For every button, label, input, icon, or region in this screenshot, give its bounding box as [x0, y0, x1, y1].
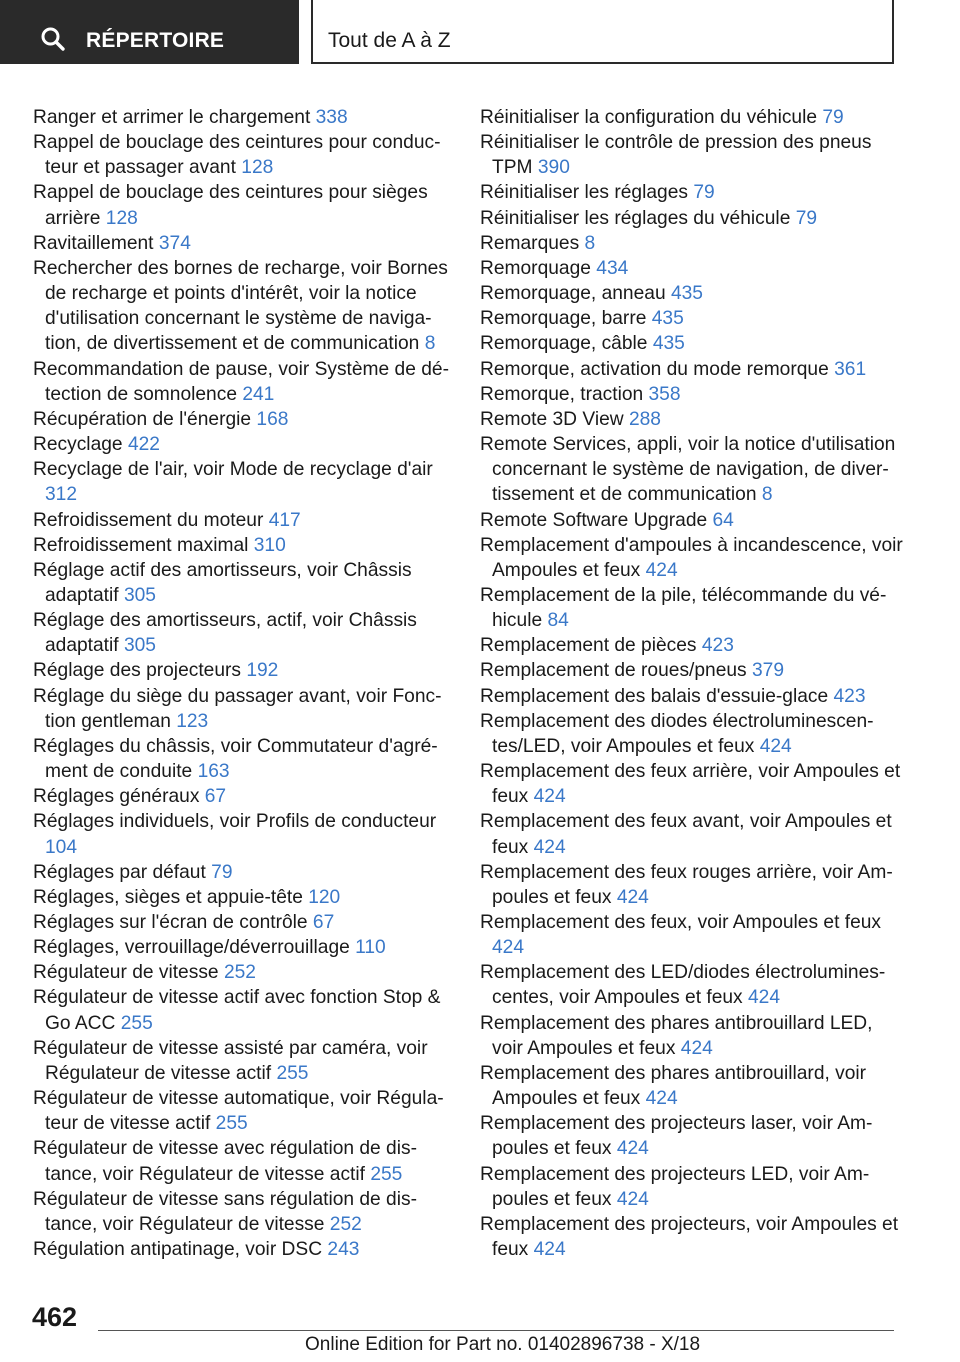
index-entry-text: Refroidissement du moteur: [33, 509, 264, 531]
index-entry: [480, 684, 905, 709]
index-entry: [33, 231, 453, 256]
index-entry: [33, 180, 453, 230]
index-entry-page-link[interactable]: 390: [537, 157, 570, 179]
index-entry-page-link[interactable]: 422: [127, 434, 160, 456]
index-entry-page-link[interactable]: 379: [752, 660, 785, 682]
index-entry-page-link[interactable]: 374: [158, 232, 191, 254]
index-entry: [480, 130, 905, 180]
index-entry: [480, 180, 905, 205]
index-entry-page-link[interactable]: 8: [584, 232, 596, 254]
index-entry-text: Remplacement d'ampoules à incandescence, voir Ampoules et feux: [480, 534, 903, 581]
index-entry-text: Remote Software Upgrade: [480, 509, 708, 531]
index-entry-page-link[interactable]: 255: [370, 1163, 403, 1185]
index-entry-text: Remplacement des phares antibrouillard, voir Ampoules et feux: [480, 1062, 867, 1110]
index-entry-page-link[interactable]: 312: [45, 484, 78, 506]
index-entry: [33, 885, 453, 910]
index-entry-page-link[interactable]: 79: [211, 861, 233, 883]
index-column-right: [480, 105, 905, 1262]
index-entry: [480, 809, 905, 859]
index-entry: [33, 1237, 453, 1262]
index-entry-text: Remote 3D View: [480, 408, 624, 430]
index-entry-page-link[interactable]: 243: [327, 1239, 360, 1261]
footer-edition: Online Edition for Part no. 01402896738 - X/18: [305, 1334, 701, 1355]
index-entry-text: Remplacement des feux, voir Ampoules et feux: [480, 912, 882, 933]
index-entry-text: Rechercher des bornes de recharge, voir Bornes de recharge et points d'intérêt, voir la notice d'utilisation concernant le système de navigation, de divertissement et de communication: [33, 257, 448, 355]
index-entry: [33, 809, 453, 859]
index-entry: [33, 985, 453, 1035]
index-entry-text: Réglage des projecteurs: [33, 660, 241, 682]
index-entry: [480, 910, 905, 960]
index-entry: [33, 1086, 453, 1136]
index-entry-page-link[interactable]: 192: [246, 660, 279, 682]
index-entry-text: Régulateur de vitesse actif avec fonction Stop & Go ACC: [33, 987, 441, 1034]
index-entry: [480, 306, 905, 331]
index-entry-page-link[interactable]: 110: [355, 937, 386, 959]
index-entry-text: Régulateur de vitesse assisté par caméra, voir Régulateur de vitesse actif: [33, 1037, 428, 1084]
index-entry: [480, 382, 905, 407]
index-entry: [33, 910, 453, 935]
index-entry: [33, 608, 453, 658]
index-tab-label: Tout de A à Z: [328, 29, 451, 52]
index-entry-text: Récupération de l'énergie: [33, 408, 252, 430]
index-entry: [480, 331, 905, 356]
index-entry-text: Réglages sur l'écran de contrôle: [33, 912, 308, 933]
search-tab-label: RÉPERTOIRE: [86, 29, 225, 52]
index-entry-page-link[interactable]: 128: [105, 207, 138, 229]
footer-divider: [98, 1330, 894, 1331]
index-entry-page-link[interactable]: 120: [308, 886, 341, 908]
index-entry-text: Remplacement des LED/diodes électroluminescentes, voir Ampoules et feux: [480, 962, 886, 1009]
index-entry-text: Réinitialiser le contrôle de pression des pneus TPM: [480, 132, 872, 179]
index-entry-page-link[interactable]: 79: [693, 182, 715, 204]
search-icon: [40, 26, 66, 52]
index-entry-text: Réglages, verrouillage/déverrouillage: [33, 937, 350, 959]
index-entry: [480, 709, 905, 759]
index-entry-page-link[interactable]: 424: [680, 1037, 713, 1059]
index-entry-text: Remplacement des projecteurs laser, voir Ampoules et feux: [480, 1113, 873, 1160]
index-entry-text: Remplacement des feux avant, voir Ampoules et feux: [480, 811, 892, 858]
index-entry-page-link[interactable]: 424: [747, 987, 780, 1009]
index-entry: [33, 105, 453, 130]
index-entry-text: Régulateur de vitesse sans régulation de distance, voir Régulateur de vitesse: [33, 1188, 417, 1235]
index-entry: [480, 1212, 905, 1262]
index-entry-text: Remorquage, barre: [480, 308, 647, 330]
search-tab[interactable]: [0, 0, 299, 64]
index-entry: [480, 860, 905, 910]
index-entry-text: Réglages généraux: [33, 786, 200, 808]
index-entry-text: Réinitialiser les réglages du véhicule: [480, 207, 791, 229]
index-entry-page-link[interactable]: 310: [253, 534, 286, 556]
index-entry-text: Régulation antipatinage, voir DSC: [33, 1239, 323, 1261]
index-entry: [480, 281, 905, 306]
index-entry: [480, 508, 905, 533]
index-entry-page-link[interactable]: 123: [176, 710, 209, 732]
index-entry-page-link[interactable]: 163: [197, 761, 230, 783]
index-entry-text: Ranger et arrimer le chargement: [33, 107, 311, 128]
index-entry-text: Réinitialiser les réglages: [480, 182, 688, 204]
index-entry-page-link[interactable]: 424: [759, 735, 792, 757]
index-entry: [480, 759, 905, 809]
index-entry-text: Réglages individuels, voir Profils de conducteur: [33, 811, 437, 833]
index-entry-text: Remplacement de roues/pneus: [480, 660, 747, 682]
index-entry-page-link[interactable]: 255: [120, 1012, 153, 1034]
index-entry: [480, 1011, 905, 1061]
index-entry: [480, 960, 905, 1010]
index-entry: [480, 633, 905, 658]
index-entry-page-link[interactable]: 255: [215, 1113, 248, 1135]
index-entry-page-link[interactable]: 305: [123, 584, 156, 606]
index-entry: [480, 357, 905, 382]
index-entry: [33, 357, 453, 407]
index-entry-text: Remarques: [480, 232, 580, 254]
index-column-left: [33, 105, 453, 1262]
index-entry-text: Réglage du siège du passager avant, voir Fonction gentleman: [33, 685, 442, 732]
index-entry: [33, 432, 453, 457]
index-entry-text: Réglage des amortisseurs, actif, voir Châssis adaptatif: [33, 610, 417, 657]
header: [0, 0, 960, 68]
index-entry: [33, 508, 453, 533]
index-entry-text: Réinitialiser la configuration du véhicule: [480, 107, 818, 128]
index-entry: [33, 1036, 453, 1086]
index-tab[interactable]: [311, 0, 894, 64]
index-entry-page-link[interactable]: 358: [648, 383, 681, 405]
index-entry-page-link[interactable]: 424: [492, 937, 525, 959]
index-entry: [33, 407, 453, 432]
index-entry: [480, 231, 905, 256]
index-entry-page-link[interactable]: 104: [45, 836, 78, 858]
index-entry-page-link[interactable]: 424: [533, 786, 566, 808]
index-entry: [480, 533, 905, 583]
index-entry-page-link[interactable]: 252: [223, 962, 256, 984]
index-entry-text: Remorquage: [480, 257, 591, 279]
index-entry-text: Remplacement de la pile, télécommande du véhicule: [480, 584, 887, 632]
index-entry-page-link[interactable]: 424: [645, 1088, 678, 1110]
index-entry: [480, 1162, 905, 1212]
index-entry-text: Remplacement des feux rouges arrière, voir Ampoules et feux: [480, 861, 893, 908]
index-entry-page-link[interactable]: 423: [701, 635, 734, 657]
index-entry-text: Rappel de bouclage des ceintures pour conducteur et passager avant: [33, 132, 441, 179]
index-entry-text: Recommandation de pause, voir Système de détection de somnolence: [33, 358, 449, 405]
index-entry: [33, 784, 453, 809]
index-entry-page-link[interactable]: 241: [242, 383, 275, 405]
index-entry: [480, 206, 905, 231]
index-entry-page-link[interactable]: 128: [241, 157, 274, 179]
index-entry-text: Régulateur de vitesse: [33, 962, 219, 984]
page-number: 462: [32, 1302, 78, 1332]
index-entry-page-link[interactable]: 424: [533, 836, 566, 858]
index-entry-page-link[interactable]: 417: [268, 509, 301, 531]
index-entry-page-link[interactable]: 424: [645, 559, 678, 581]
index-entry-text: Remorquage, câble: [480, 333, 648, 355]
index-entry: [480, 256, 905, 281]
index-entry: [480, 1061, 905, 1111]
index-entry: [480, 1111, 905, 1161]
index-entry-page-link[interactable]: 338: [315, 107, 348, 128]
index-entry-text: Remplacement de pièces: [480, 635, 697, 657]
index-entry-text: Ravitaillement: [33, 232, 154, 254]
index-entry-text: Réglages par défaut: [33, 861, 206, 883]
index-entry-text: Remorque, activation du mode remorque: [480, 358, 829, 380]
index-entry-text: Régulateur de vitesse avec régulation de distance, voir Régulateur de vitesse actif: [33, 1138, 417, 1185]
index-entry-page-link[interactable]: 64: [712, 509, 734, 531]
index-entry-text: Remplacement des feux arrière, voir Ampoules et feux: [480, 761, 901, 808]
index-entry-text: Remorquage, anneau: [480, 283, 666, 305]
index-entry-page-link[interactable]: 8: [424, 333, 436, 355]
index-entry-page-link[interactable]: 79: [822, 107, 844, 128]
index-entry-page-link[interactable]: 423: [833, 685, 866, 707]
index-entry-page-link[interactable]: 424: [616, 1138, 649, 1160]
index-entry: [33, 960, 453, 985]
index-entry: [33, 658, 453, 683]
index-entry-text: Refroidissement maximal: [33, 534, 249, 556]
index-entry-text: Réglages, sièges et appuie-tête: [33, 886, 303, 908]
index-entry: [33, 256, 453, 357]
index-entry: [33, 860, 453, 885]
index-entry-page-link[interactable]: 252: [329, 1213, 362, 1235]
index-entry: [33, 130, 453, 180]
index-entry: [33, 1187, 453, 1237]
index-entry-text: Remplacement des projecteurs LED, voir Ampoules et feux: [480, 1163, 870, 1210]
index-entry-text: Réglages du châssis, voir Commutateur d'agrément de conduite: [33, 735, 438, 783]
index-entry-text: Réglage actif des amortisseurs, voir Châssis adaptatif: [33, 559, 412, 606]
index-entry-text: Remplacement des phares antibrouillard LED, voir Ampoules et feux: [480, 1012, 873, 1059]
index-entry-text: Rappel de bouclage des ceintures pour sièges arrière: [33, 182, 428, 229]
index-entry-text: Régulateur de vitesse automatique, voir Régulateur de vitesse actif: [33, 1088, 444, 1135]
index-entry-page-link[interactable]: 8: [761, 484, 773, 506]
index-entry: [480, 658, 905, 683]
index-entry-text: Remplacement des projecteurs, voir Ampoules et feux: [480, 1213, 899, 1261]
index-entry-page-link[interactable]: 67: [204, 786, 227, 808]
index-entry-page-link[interactable]: 435: [670, 283, 703, 305]
index-entry-page-link[interactable]: 434: [596, 257, 629, 279]
index-entry-page-link[interactable]: 361: [834, 358, 867, 380]
index-entry-text: Remote Services, appli, voir la notice d'utilisation concernant le système de navigation, de divertissement et de communication: [480, 434, 896, 506]
index-entry-page-link[interactable]: 288: [628, 408, 661, 430]
index-entry-text: Remplacement des diodes électroluminescentes/LED, voir Ampoules et feux: [480, 710, 874, 757]
index-entry: [33, 734, 453, 784]
index-entry-page-link[interactable]: 435: [651, 308, 684, 330]
index-entry-page-link[interactable]: 424: [616, 886, 649, 908]
index-entry-page-link[interactable]: 424: [616, 1188, 649, 1210]
index-entry: [33, 1136, 453, 1186]
index-entry-text: Remorque, traction: [480, 383, 644, 405]
index-entry-text: Recyclage: [33, 434, 123, 456]
index-entry-page-link[interactable]: 255: [276, 1062, 309, 1084]
index-entry: [33, 558, 453, 608]
index-entry-page-link[interactable]: 424: [533, 1239, 566, 1261]
index-entry: [480, 432, 905, 507]
index-entry: [480, 105, 905, 130]
index-entry-text: Recyclage de l'air, voir Mode de recyclage d'air: [33, 459, 433, 481]
index-entry-page-link[interactable]: 305: [123, 635, 156, 657]
index-entry: [480, 407, 905, 432]
index-entry-page-link[interactable]: 435: [652, 333, 685, 355]
index-entry: [33, 935, 453, 960]
index-entry-page-link[interactable]: 79: [795, 207, 818, 229]
index-entry-page-link[interactable]: 84: [547, 610, 569, 632]
index-entry: [33, 533, 453, 558]
index-entry: [480, 583, 905, 633]
index-entry-page-link[interactable]: 67: [312, 912, 335, 933]
index-entry: [33, 457, 453, 507]
index-entry-page-link[interactable]: 168: [256, 408, 289, 430]
index-entry: [33, 684, 453, 734]
index-entry-text: Remplacement des balais d'essuie-glace: [480, 685, 829, 707]
